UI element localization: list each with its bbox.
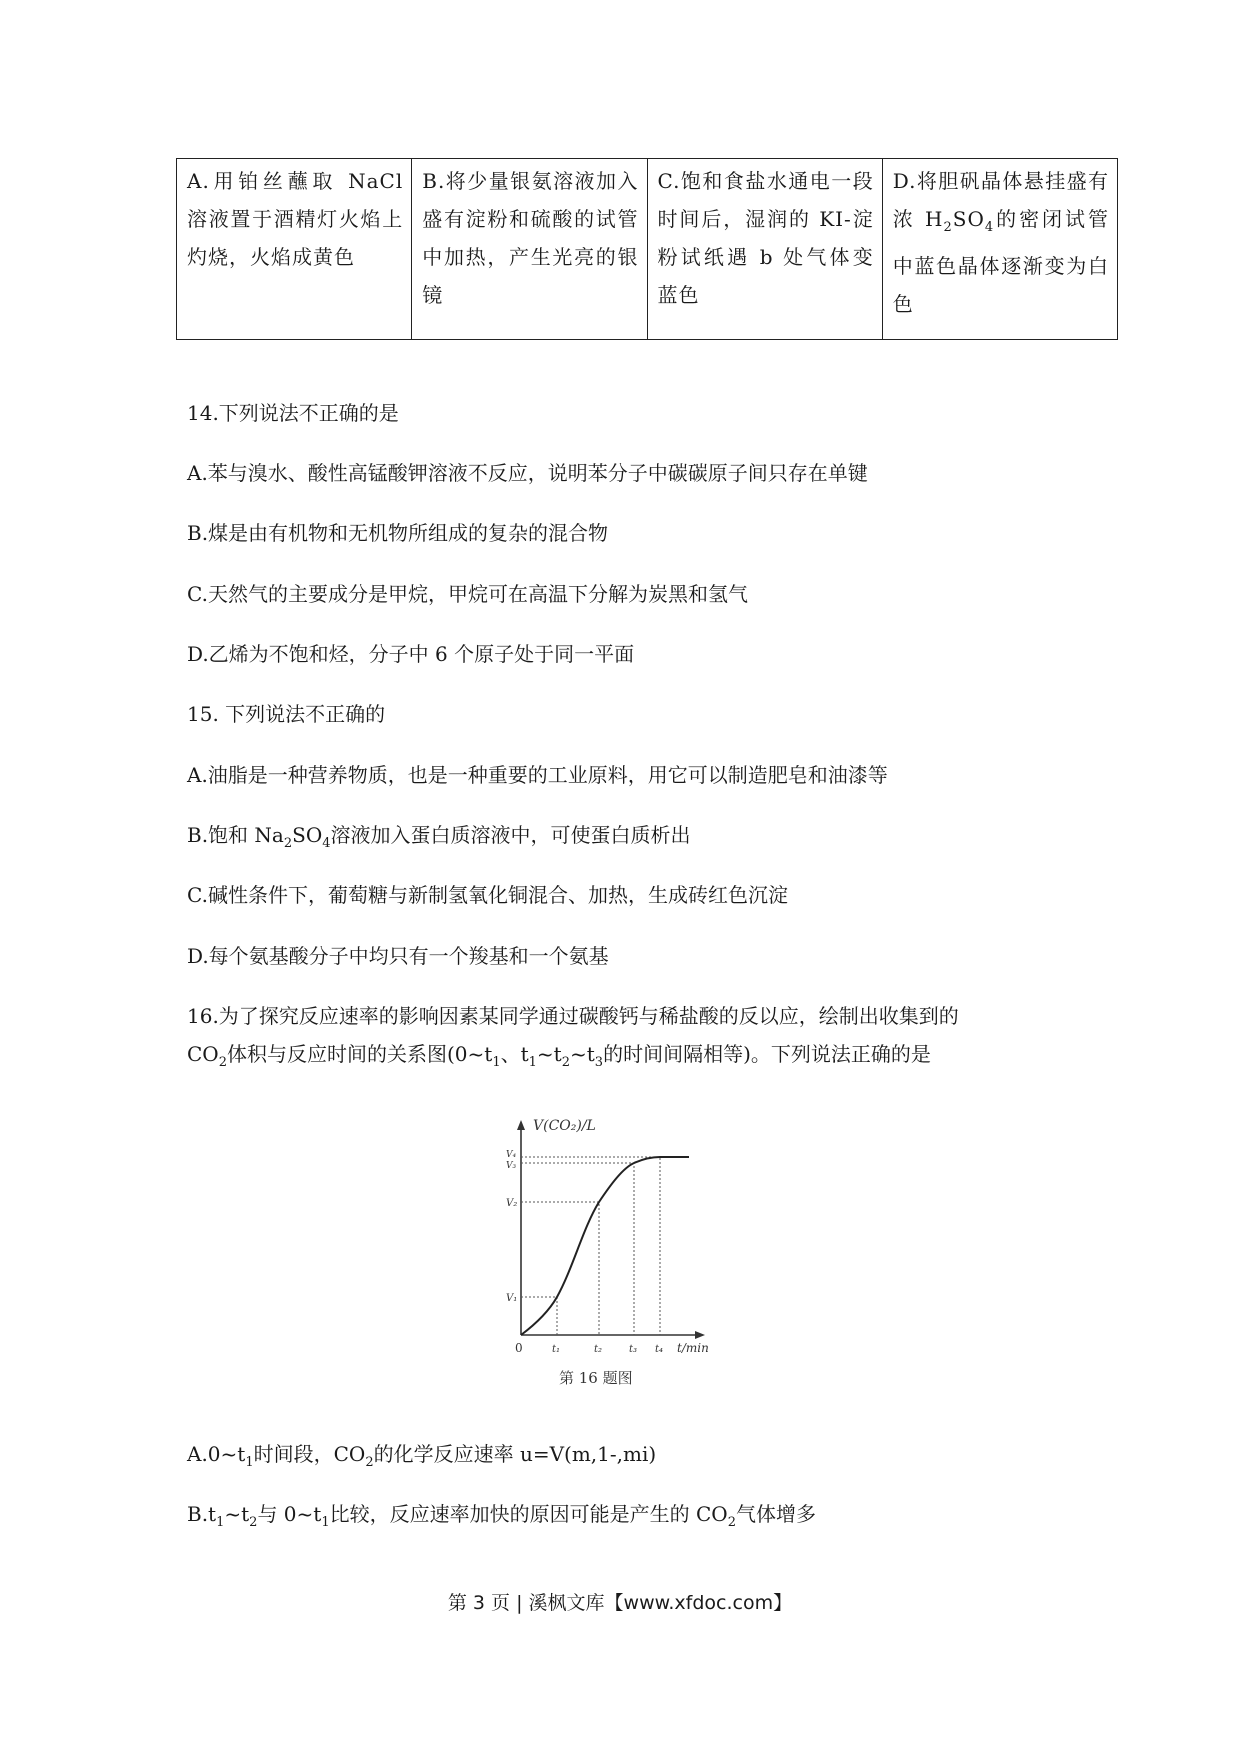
q15-title: 15. 下列说法不正确的 xyxy=(187,702,386,726)
guide-t4-v4 xyxy=(521,1157,660,1335)
guide-lines xyxy=(521,1157,660,1335)
q16-option-b: $B.t_1\sim t_2$与 $0\sim t_1$比较，反应速率加快的原因可能是产生的 $CO_2$气体增多 xyxy=(187,1502,816,1530)
x-tick-t2: t₂ xyxy=(594,1344,603,1355)
page-footer: 第 3 页 | 溪枫文库【www.xfdoc.com】 xyxy=(447,1592,793,1614)
x-tick-t3: t₃ xyxy=(629,1344,638,1355)
guide-t2-v2 xyxy=(521,1202,599,1335)
experiment-options-table xyxy=(176,158,1118,340)
x-tick-t1: t₁ xyxy=(552,1344,561,1355)
q14-title: 14.下列说法不正确的是 xyxy=(187,401,399,425)
q14-option-a: A.苯与溴水、酸性高锰酸钾溶液不反应，说明苯分子中碳碳原子间只存在单键 xyxy=(187,461,868,485)
volume-time-graph xyxy=(503,1108,721,1400)
q14-option-c: C.天然气的主要成分是甲烷，甲烷可在高温下分解为炭黑和氢气 xyxy=(187,582,748,606)
volume-curve xyxy=(521,1157,689,1335)
y-tick-v3: V₃ xyxy=(506,1161,517,1171)
q15-option-d: D.每个氨基酸分子中均只有一个羧基和一个氨基 xyxy=(187,944,609,968)
q16-option-a: $A.0\sim t_1$时间段，$CO_2$的化学反应速率 u=V(m,1-,mi) xyxy=(187,1442,657,1470)
volume-time-figure xyxy=(503,1108,721,1400)
y-axis-label: V(CO₂)/L xyxy=(533,1118,596,1134)
table-option-a: A.用铂丝蘸取 NaCl 溶液置于酒精灯火焰上灼烧，火焰成黄色 xyxy=(177,159,412,340)
q14-option-b: B.煤是由有机物和无机物所组成的复杂的混合物 xyxy=(187,521,609,545)
y-tick-v1: V₁ xyxy=(506,1293,518,1304)
q16-title-line1: 16.为了探究反应速率的影响因素某同学通过碳酸钙与稀盐酸的反以应，绘制出收集到的 xyxy=(187,1004,959,1028)
q15-option-a: A.油脂是一种营养物质，也是一种重要的工业原料，用它可以制造肥皂和油漆等 xyxy=(187,763,888,787)
guide-t1-v1 xyxy=(521,1297,557,1335)
q15-option-c: C.碱性条件下，葡萄糖与新制氢氧化铜混合、加热，生成砖红色沉淀 xyxy=(187,883,788,907)
q15-option-b: B.饱和 $Na_2SO_4$溶液加入蛋白质溶液中，可使蛋白质析出 xyxy=(187,823,691,851)
x-axis-arrow xyxy=(695,1331,705,1339)
table-option-d: D.将胆矾晶体悬挂盛有浓 $H_2SO_4$的密闭试管中蓝色晶体逐渐变为白色 xyxy=(882,159,1117,340)
y-tick-v2: V₂ xyxy=(506,1198,518,1209)
origin-label: 0 xyxy=(515,1341,523,1355)
q14-option-d: D.乙烯为不饱和烃，分子中 6 个原子处于同一平面 xyxy=(187,642,635,666)
y-axis-arrow xyxy=(517,1120,525,1130)
x-axis-label: t/min xyxy=(677,1341,709,1355)
table-option-c: C.饱和食盐水通电一段时间后，湿润的 KI-淀粉试纸遇 b 处气体变蓝色 xyxy=(647,159,882,340)
y-tick-v4: V₄ xyxy=(506,1150,517,1160)
table-option-b: B.将少量银氨溶液加入盛有淀粉和硫酸的试管中加热，产生光亮的银镜 xyxy=(412,159,647,340)
x-tick-t4: t₄ xyxy=(655,1344,664,1355)
figure-caption: 第 16 题图 xyxy=(559,1369,633,1387)
q16-title-line2: $CO_2$体积与反应时间的关系图($0\sim t_1$、$t_1\sim t_2\sim t_3$的时间间隔相等)。下列说法正确的是 xyxy=(187,1042,931,1070)
